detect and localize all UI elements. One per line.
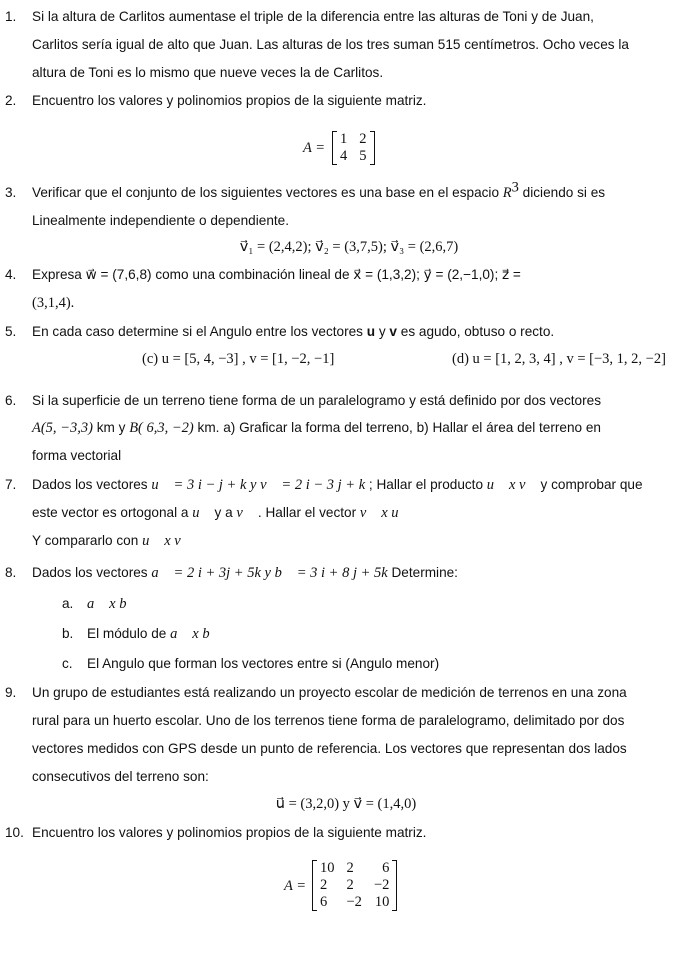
space-symbol: R — [502, 185, 512, 201]
subitem-a-label: a. — [62, 596, 74, 611]
point-a: A(5, −3,3) — [32, 420, 93, 436]
matrix-3-cell: 10 — [374, 894, 390, 910]
item-number-6: 6. — [5, 393, 17, 408]
matrix-3-cell: 2 — [320, 877, 328, 893]
matrix-2-cell: 1 — [340, 131, 348, 147]
subitem-c-text: El Angulo que forman los vectores entre si (Angulo menor) — [87, 656, 440, 671]
matrix-3x3 — [312, 860, 397, 916]
problem-3-line-1 — [32, 179, 606, 201]
matrix-3-cell: −2 — [346, 894, 362, 910]
item-number-3: 3. — [5, 185, 17, 200]
matrix-2-cell: 4 — [340, 148, 348, 164]
matrix-3-cell: −2 — [373, 877, 390, 893]
subitem-b-label: b. — [62, 626, 74, 641]
problem-6-text-rest: km. a) Graficar la forma del terreno, b) Hallar el área del terreno en — [193, 420, 601, 435]
problem-9-line-2: rural para un huerto escolar. Uno de los terrenos tiene forma de paralelogramo, delimitado por dos — [32, 713, 625, 728]
problem-7-line-2 — [32, 506, 410, 521]
problem-5-text-a: En cada caso determine si el Angulo entre los vectores — [32, 324, 367, 339]
space-exponent: 3 — [511, 179, 519, 196]
problem-7-text-c: y comprobar que — [536, 477, 643, 492]
problem-3-line-2: Linealmente independiente o dependiente. — [32, 213, 289, 228]
item-number-7: 7. — [5, 477, 17, 492]
vector-set-equation: v⃗₁ = (2,4,2); v⃗₂ = (3,7,5); v⃗₃ = (2,6,7) — [239, 239, 459, 255]
vector-u: u⃗ — [192, 505, 211, 521]
problem-1-line-3: altura de Toni es lo mismo que nueve veces la de Carlitos. — [32, 65, 384, 80]
problem-2-line-1: Encuentro los valores y polinomios propios de la siguiente matriz. — [32, 93, 427, 108]
matrix-3-cell: 2 — [346, 860, 354, 876]
problem-7-text-b: ; Hallar el producto — [365, 477, 487, 492]
problem-8-line-1 — [32, 566, 458, 581]
problem-7-text-e: y a — [210, 505, 237, 520]
subitem-c-label: c. — [62, 656, 73, 671]
problem-7-line-3 — [32, 534, 192, 549]
problem-6-text-km: km y — [92, 420, 130, 435]
cross-product-u-v: u⃗ x v⃗ — [486, 477, 537, 493]
matrix-2-cell: 5 — [359, 148, 367, 164]
problem-7-text-a: Dados los vectores — [32, 477, 152, 492]
point-b: B( 6,3, −2) — [129, 420, 194, 436]
vector-u-bold: u — [366, 324, 376, 339]
cross-product-u-v-2: u⃗ x v⃗ — [142, 533, 193, 549]
problem-3-text-a: Verificar que el conjunto de los siguientes vectores es una base en el espacio — [32, 185, 503, 200]
item-number-9: 9. — [5, 685, 17, 700]
item-number-5: 5. — [5, 324, 17, 339]
problem-6-line-3: forma vectorial — [32, 448, 122, 463]
item-number-10: 10. — [5, 825, 24, 840]
subitem-b-text — [87, 627, 221, 642]
problem-5-text-b: es agudo, obtuso o recto. — [396, 324, 555, 339]
problem-8-text-a: Dados los vectores — [32, 565, 152, 580]
problem-6-line-1: Si la superficie de un terreno tiene forma de un paralelogramo y está definido por dos vectores — [32, 393, 601, 408]
case-c-vectors: (c) u = [5, 4, −3] , v = [1, −2, −1] — [142, 351, 335, 367]
problem-7-text-f: . Hallar el vector — [254, 505, 360, 520]
item-number-8: 8. — [5, 565, 17, 580]
cross-product-v-u: v⃗ x u⃗ — [359, 505, 410, 521]
vectors-u-v-definition: u⃗ = 3 i − j + k y v⃗ = 2 i − 3 j + k — [151, 477, 366, 493]
problem-8-text-b: Determine: — [387, 565, 458, 580]
problem-10-line-1: Encuentro los valores y polinomios propios de la siguiente matriz. — [32, 825, 427, 840]
problem-7-text-g: Y compararlo con — [32, 533, 143, 548]
problem-6-line-2 — [32, 421, 601, 436]
case-d-vectors: (d) u = [1, 2, 3, 4] , v = [−3, 1, 2, −2] — [452, 351, 666, 367]
item-number-4: 4. — [5, 267, 17, 282]
problem-4-line-2: (3,1,4). — [32, 295, 75, 311]
problem-1-line-1: Si la altura de Carlitos aumentase el triple de la diferencia entre las alturas de Toni y de Juan, — [32, 9, 594, 24]
vector-v-bold: v — [389, 324, 397, 339]
matrix-3-cell: 6 — [382, 860, 390, 876]
problem-5-line-1 — [32, 325, 554, 339]
problem-4-line-1: Expresa w⃗ = (7,6,8) como una combinación lineal de x⃗ = (1,3,2); y⃗ = (2,−1,0); z⃗ = — [32, 267, 521, 282]
item-number-1: 1. — [5, 9, 17, 24]
matrix-2-label: A = — [303, 140, 326, 156]
matrix-3-label: A = — [284, 878, 307, 894]
matrix-2x2 — [332, 131, 375, 170]
conj-y: y — [375, 324, 390, 339]
problem-9-line-4: consecutivos del terreno son: — [32, 769, 209, 784]
problem-9-line-3: vectores medidos con GPS desde un punto de referencia. Los vectores que representan dos lados — [32, 741, 627, 756]
subitem-b-prefix: El módulo de — [87, 626, 171, 641]
subitem-a-text: a⃗ x b⃗ — [87, 596, 138, 612]
matrix-2-cell: 2 — [359, 131, 367, 147]
problem-9-line-1: Un grupo de estudiantes está realizando un proyecto escolar de medición de terrenos en una zona — [32, 685, 627, 700]
matrix-3-cell: 6 — [320, 894, 328, 910]
subitem-b-math: a⃗ x b⃗ — [170, 626, 221, 642]
matrix-3-cell: 2 — [346, 877, 354, 893]
matrix-3-cell: 10 — [320, 860, 335, 876]
vectors-a-b-definition: a⃗ = 2 i + 3j + 5k y b⃗ = 3 i + 8 j + 5k — [151, 565, 388, 581]
problem-1-line-2: Carlitos sería igual de alto que Juan. Las alturas de los tres suman 515 centímetros. Ocho veces la — [32, 37, 629, 52]
problem-3-text-b: diciendo si es — [518, 185, 606, 200]
vector-v: v⃗ — [236, 505, 255, 521]
problem-7-text-d: este vector es ortogonal a — [32, 505, 193, 520]
vectors-u-v-equation: u⃗ = (3,2,0) y v⃗ = (1,4,0) — [275, 796, 417, 812]
problem-7-line-1 — [32, 478, 643, 493]
item-number-2: 2. — [5, 93, 17, 108]
